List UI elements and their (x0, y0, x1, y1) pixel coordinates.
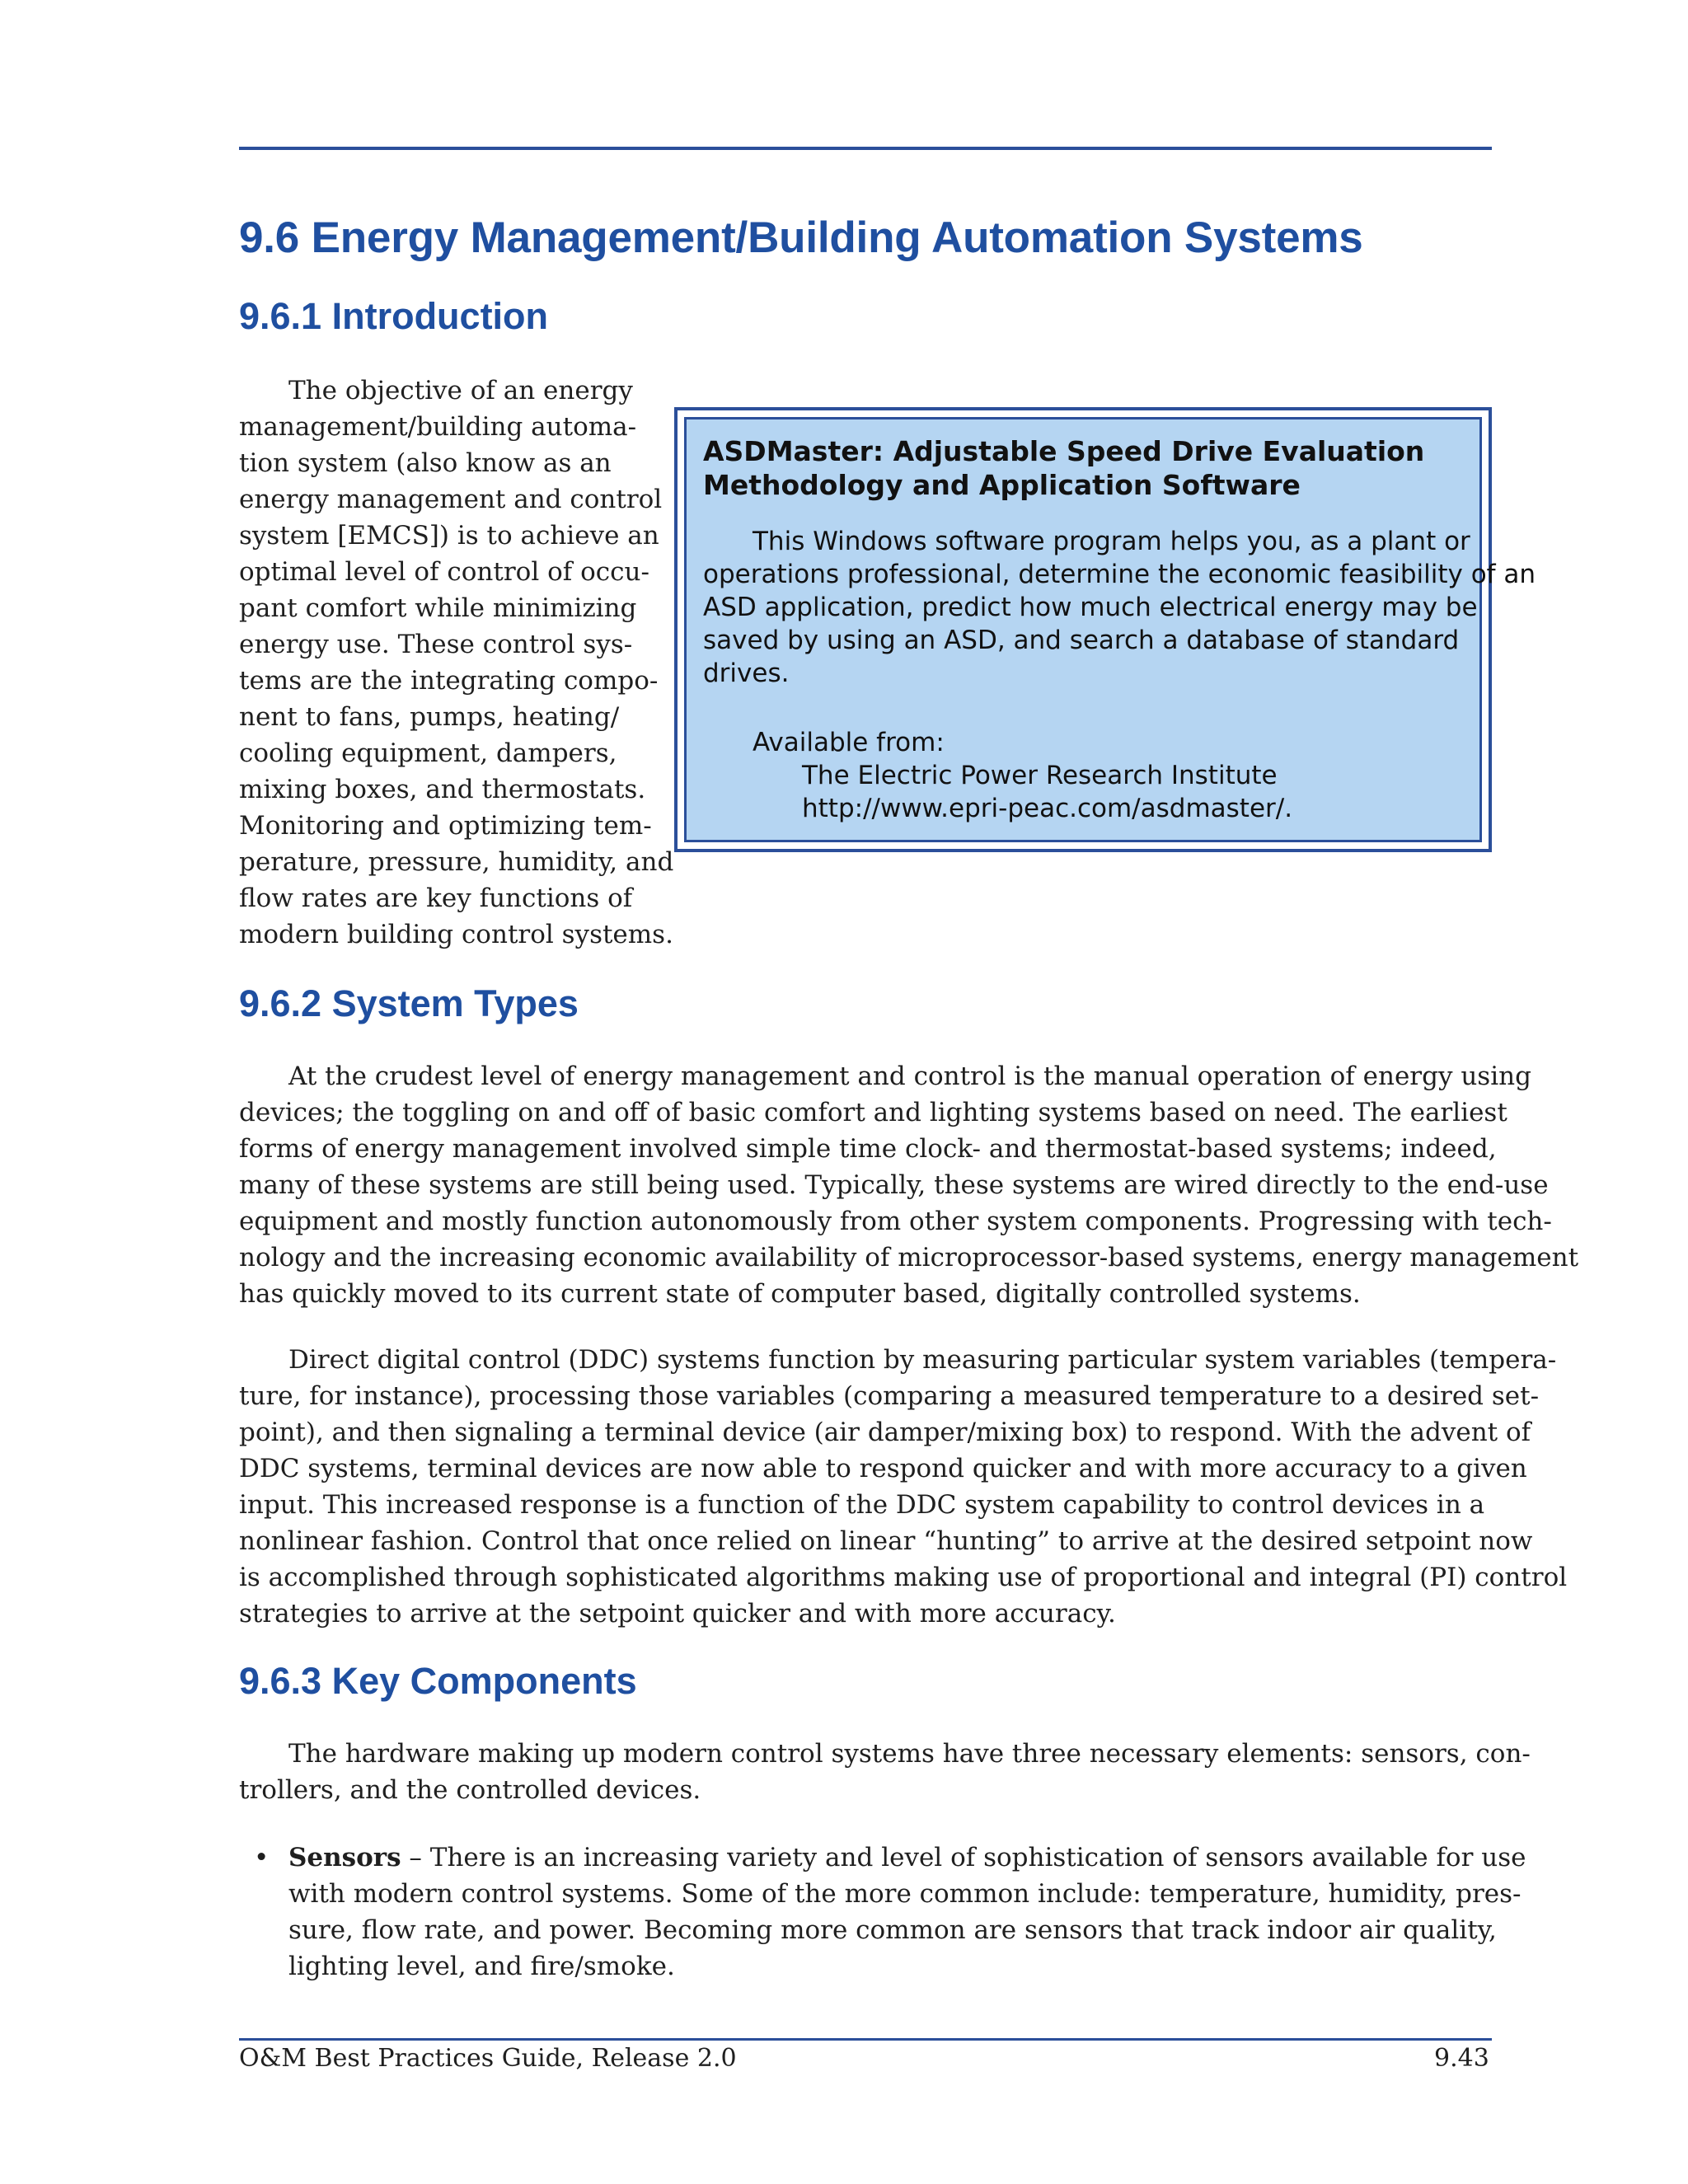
callout-title-line: Methodology and Application Software (703, 469, 1301, 501)
text-line: mixing boxes, and thermostats. (239, 775, 646, 804)
bullet-text: – There is an increasing variety and level of sophistication of sensors available for use (401, 1843, 1526, 1872)
text-line: optimal level of control of occu- (239, 557, 649, 587)
callout-title-line: ASDMaster: Adjustable Speed Drive Evaluation (703, 435, 1425, 467)
bullet-icon: • (254, 1843, 270, 1872)
callout-description (703, 525, 1536, 690)
text-line: energy management and control (239, 485, 663, 514)
footer-page-number: 9.43 (1434, 2044, 1489, 2073)
bullet-label: Sensors (288, 1843, 401, 1872)
text-line: is accomplished through sophisticated algorithms making use of proportional and integral (PI) control (239, 1563, 1568, 1592)
callout-text-line: saved by using an ASD, and search a database of standard (703, 626, 1460, 655)
text-line: management/building automa- (239, 412, 637, 442)
text-line: nonlinear fashion. Control that once relied on linear “hunting” to arrive at the desired setpoint now (239, 1526, 1533, 1556)
text-line: point), and then signaling a terminal device (air damper/mixing box) to respond. With the advent of (239, 1418, 1531, 1447)
text-line: The objective of an energy (288, 376, 633, 405)
text-line: The hardware making up modern control systems have three necessary elements: sensors, con- (288, 1739, 1531, 1769)
text-line: energy use. These control sys- (239, 630, 633, 659)
text-line: modern building control systems. (239, 920, 673, 949)
text-line: ture, for instance), processing those variables (comparing a measured temperature to a desired set- (239, 1381, 1540, 1411)
callout-title (703, 434, 1424, 502)
text-line: equipment and mostly function autonomously from other system components. Progressing with tech- (239, 1207, 1552, 1236)
section-title: 9.6 Energy Management/Building Automation Systems (239, 213, 1363, 262)
header-rule (239, 147, 1492, 150)
key-components-paragraph (239, 1736, 1531, 1808)
bullet-line: lighting level, and fire/smoke. (288, 1952, 675, 1981)
text-line: input. This increased response is a function of the DDC system capability to control devices in a (239, 1490, 1485, 1520)
callout-text-line: This Windows software program helps you, as a plant or (753, 527, 1470, 556)
introduction-heading: 9.6.1 Introduction (239, 295, 549, 337)
text-line: nology and the increasing economic availability of microprocessor-based systems, energy management (239, 1243, 1579, 1272)
text-line: nent to fans, pumps, heating/ (239, 702, 620, 732)
text-line: perature, pressure, humidity, and (239, 847, 674, 877)
system-types-paragraph-2 (239, 1342, 1568, 1632)
footer-rule (239, 2038, 1492, 2041)
bullet-line: with modern control systems. Some of the more common include: temperature, humidity, pres- (288, 1879, 1522, 1909)
text-line: pant comfort while minimizing (239, 593, 637, 623)
system-types-heading: 9.6.2 System Types (239, 982, 579, 1024)
text-line: devices; the toggling on and off of basic comfort and lighting systems based on need. The earliest (239, 1098, 1507, 1127)
bullet-first-line (239, 1840, 1526, 1876)
callout-inner-panel (684, 417, 1536, 842)
text-line: flow rates are key functions of (239, 883, 633, 913)
text-line: system [EMCS]) is to achieve an (239, 521, 659, 551)
callout-availability (753, 726, 1292, 825)
system-types-paragraph-1 (239, 1058, 1579, 1312)
text-line: At the crudest level of energy management and control is the manual operation of energy using (288, 1062, 1531, 1091)
available-org: The Electric Power Research Institute (802, 761, 1278, 790)
text-line: trollers, and the controlled devices. (239, 1775, 701, 1805)
callout-text-line: operations professional, determine the economic feasibility of an (703, 560, 1536, 589)
text-line: cooling equipment, dampers, (239, 738, 617, 768)
footer-guide-title: O&M Best Practices Guide, Release 2.0 (239, 2044, 737, 2073)
text-line: many of these systems are still being used. Typically, these systems are wired directly to the end-use (239, 1170, 1549, 1200)
text-line: has quickly moved to its current state of computer based, digitally controlled systems. (239, 1279, 1361, 1309)
text-line: Direct digital control (DDC) systems function by measuring particular system variables (tempera- (288, 1345, 1557, 1375)
key-components-heading: 9.6.3 Key Components (239, 1660, 637, 1702)
sensors-bullet-item (239, 1840, 1526, 1985)
available-label: Available from: (753, 728, 945, 757)
text-line: forms of energy management involved simple time clock- and thermostat-based systems; indeed, (239, 1134, 1497, 1164)
text-line: strategies to arrive at the setpoint quicker and with more accuracy. (239, 1599, 1116, 1629)
callout-text-line: drives. (703, 658, 790, 688)
available-url-link[interactable]: http://www.epri-peac.com/asdmaster/. (802, 794, 1293, 823)
text-line: tems are the integrating compo- (239, 666, 659, 696)
introduction-text (239, 373, 674, 953)
asdmaster-callout-box (674, 407, 1536, 852)
callout-text-line: ASD application, predict how much electrical energy may be (703, 593, 1478, 622)
bullet-line: sure, flow rate, and power. Becoming more common are sensors that track indoor air quality, (288, 1915, 1497, 1945)
text-line: tion system (also know as an (239, 448, 612, 478)
text-line: DDC systems, terminal devices are now able to respond quicker and with more accuracy to a given (239, 1454, 1527, 1483)
text-line: Monitoring and optimizing tem- (239, 811, 652, 841)
